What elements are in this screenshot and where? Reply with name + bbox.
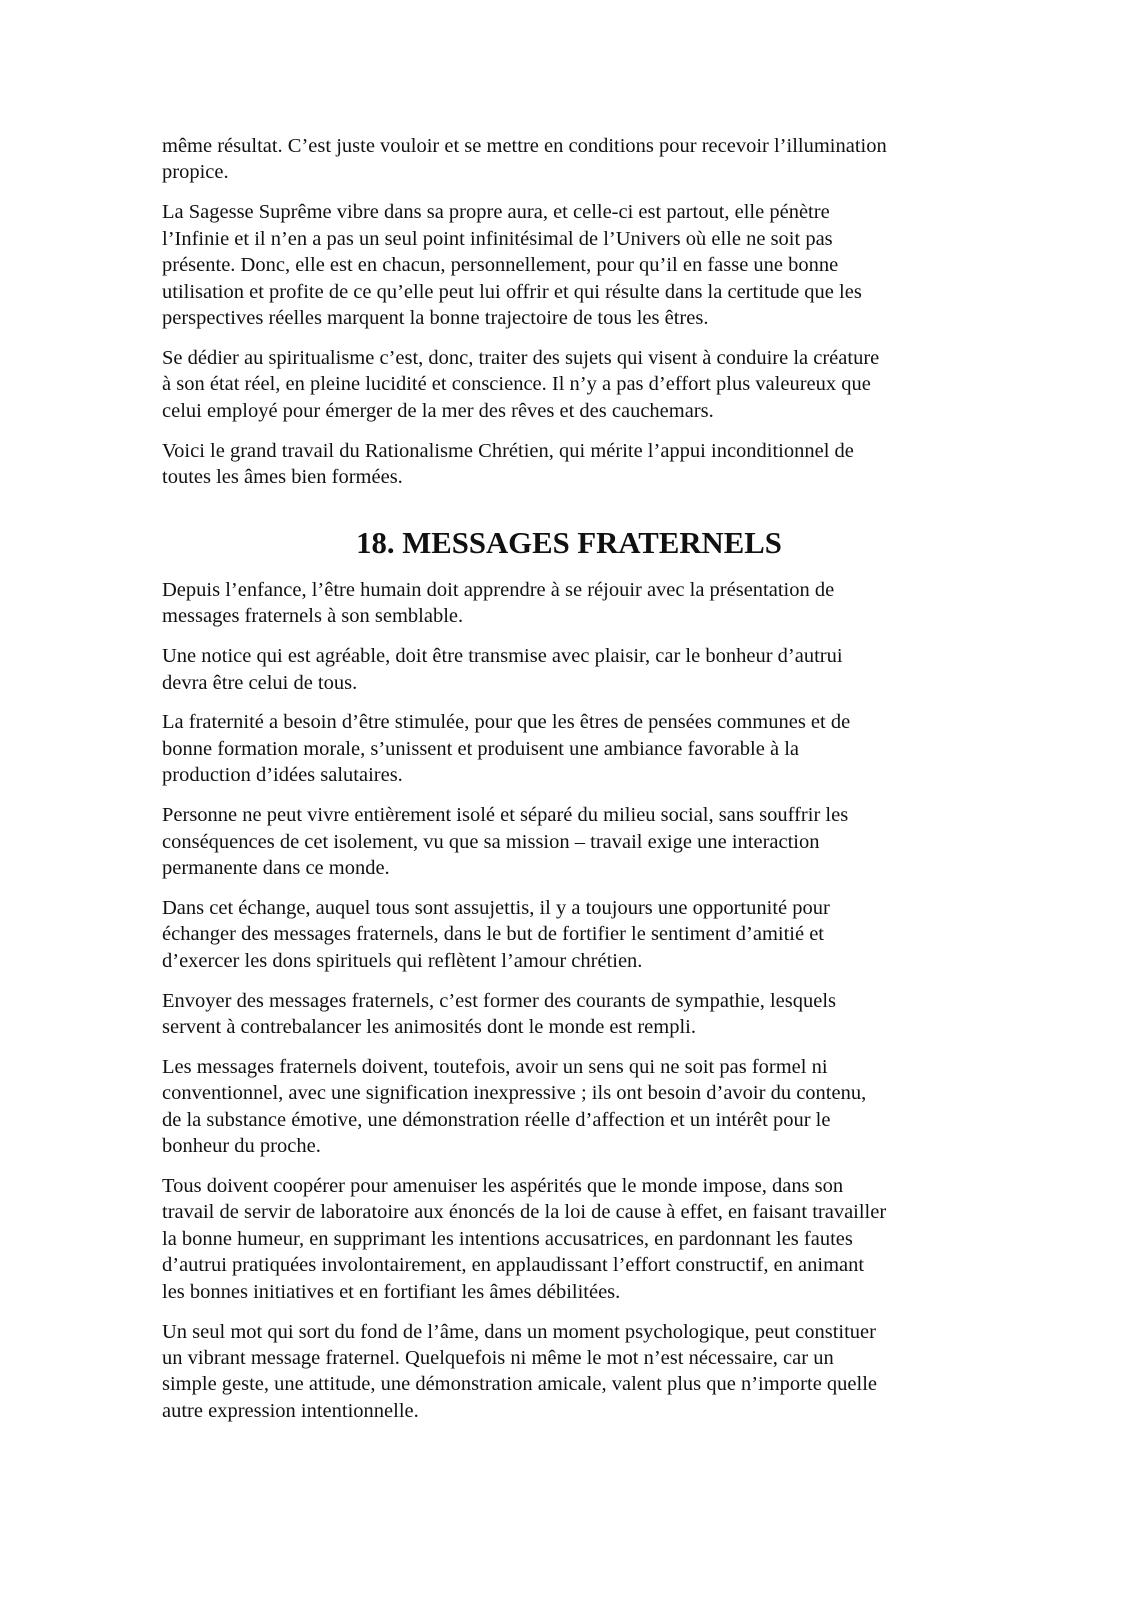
paragraph: Les messages fraternels doivent, toutefois, avoir un sens qui ne soit pas formel ni conventionnel, avec une signification inexpressive ; ils ont besoin d’avoir du contenu, de la substance émotive, une démonstration réelle d’affection et un intérêt pour le bonheur du proche. (162, 1055, 867, 1158)
paragraph: Envoyer des messages fraternels, c’est former des courants de sympathie, lesquels servent à contrebalancer les animosités dont le monde est rempli. (162, 989, 836, 1038)
paragraph: Se dédier au spiritualisme c’est, donc, traiter des sujets qui visent à conduire la créature à son état réel, en pleine lucidité et conscience. Il n’y a pas d’effort plus valeureux que celui employé pour émerger de la mer des rêves et des cauchemars. (162, 346, 880, 422)
paragraph: Une notice qui est agréable, doit être transmise avec plaisir, car le bonheur d’autrui devra être celui de tous. (162, 645, 843, 694)
paragraph: Personne ne peut vivre entièrement isolé et séparé du milieu social, sans souffrir les conséquences de cet isolement, vu que sa mission – travail exige une interaction permanente dans ce monde. (162, 804, 849, 879)
paragraph: Depuis l’enfance, l’être humain doit apprendre à se réjouir avec la présentation de messages fraternels à son semblable. (162, 578, 835, 628)
paragraph: Dans cet échange, auquel tous sont assujettis, il y a toujours une opportunité pour échanger des messages fraternels, dans le but de fortifier le sentiment d’amitié et d’exercer les dons spirituels qui reflètent l’amour chrétien. (162, 896, 830, 972)
paragraph: La fraternité a besoin d’être stimulée, pour que les êtres de pensées communes et de bonne formation morale, s’unissent et produisent une ambiance favorable à la production d’idées salutaires. (162, 711, 851, 787)
paragraph: même résultat. C’est juste vouloir et se mettre en conditions pour recevoir l’illumination propice. (162, 135, 887, 184)
paragraph: Un seul mot qui sort du fond de l’âme, dans un moment psychologique, peut constituer un vibrant message fraternel. Quelquefois ni même le mot n’est nécessaire, car un simple geste, une attitude, une démonstration amicale, valent plus que n’importe quelle autre expression intentionnelle. (162, 1320, 878, 1422)
paragraph: Tous doivent coopérer pour amenuiser les aspérités que le monde impose, dans son travail de servir de laboratoire aux énoncés de la loi de cause à effet, en faisant travailler la bonne humeur, en supprimant les intentions accusatrices, en pardonnant les fautes d’autrui pratiquées involontairement, en applaudissant l’effort constructif, en animant les bonnes initiatives et en fortifiant les âmes débilitées. (162, 1175, 887, 1303)
paragraph: Voici le grand travail du Rationalisme Chrétien, qui mérite l’appui inconditionnel de toutes les âmes bien formées. (162, 439, 854, 488)
section-heading: 18. MESSAGES FRATERNELS (356, 526, 782, 561)
paragraph: La Sagesse Suprême vibre dans sa propre aura, et celle-ci est partout, elle pénètre l’Infinie et il n’en a pas un seul point infinitésimal de l’Univers où elle ne soit pas présente. Donc, elle est en chacun, personnellement, pour qu’il en fasse une bonne utilisation et profite de ce qu’elle peut lui offrir et qui résulte dans la certitude que les perspectives réelles marquent la bonne trajectoire de tous les êtres. (162, 201, 862, 329)
document-page (162, 133, 976, 1438)
